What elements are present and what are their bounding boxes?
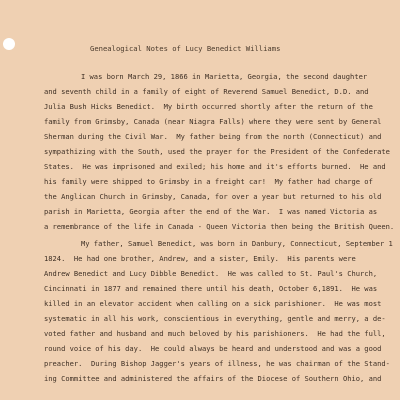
text-line: My father, Samuel Benedict, was born in Danbury, Connecticut, September 1: [81, 239, 393, 248]
text-line: parish in Marietta, Georgia after the end of the War. I was named Victoria as: [44, 207, 378, 216]
text-line: preacher. During Bishop Jagger's years of illness, he was chairman of the Stand-: [44, 359, 390, 368]
text-line: systematic in all his work, conscientious in everything, gentle and merry, a de-: [44, 314, 386, 323]
text-line: Sherman during the Civil War. My father being from the north (Connecticut) and: [44, 132, 382, 141]
text-line: Andrew Benedict and Lucy Dibble Benedict. He was called to St. Paul's Church,: [44, 269, 378, 278]
document-title: Genealogical Notes of Lucy Benedict Williams: [90, 44, 281, 53]
text-line: Cincinnati in 1877 and remained there until his death, October 6,1891. He was: [44, 284, 378, 293]
text-line: the Anglican Church in Grimsby, Canada, for over a year but returned to his old: [44, 192, 382, 201]
text-line: voted father and husband and much beloved by his parishioners. He had the full,: [44, 329, 386, 338]
text-line: sympathizing with the South, used the prayer for the President of the Confederate: [44, 147, 390, 156]
text-line: family from Grimsby, Canada (near Niagra Falls) where they were sent by General: [44, 117, 382, 126]
text-line: Julia Bush Hicks Benedict. My birth occurred shortly after the return of the: [44, 102, 373, 111]
text-line: a remembrance of the life in Canada - Queen Victoria then being the British Queen.: [44, 222, 395, 231]
text-line: States. He was imprisoned and exiled; his home and it's efforts burned. He and: [44, 162, 386, 171]
text-line: ing Committee and administered the affairs of the Diocese of Southern Ohio, and: [44, 374, 382, 383]
text-line: round voice of his day. He could always be heard and understood and was a good: [44, 344, 382, 353]
text-line: his family were shipped to Grimsby in a freight car! My father had charge of: [44, 177, 373, 186]
text-line: I was born March 29, 1866 in Marietta, Georgia, the second daughter: [81, 72, 368, 81]
text-line: and seventh child in a family of eight of Reverend Samuel Benedict, D.D. and: [44, 87, 369, 96]
text-line: 1824. He had one brother, Andrew, and a sister, Emily. His parents were: [44, 254, 356, 263]
punch-hole: [3, 38, 15, 50]
text-line: killed in an elevator accident when calling on a sick parishioner. He was most: [44, 299, 382, 308]
